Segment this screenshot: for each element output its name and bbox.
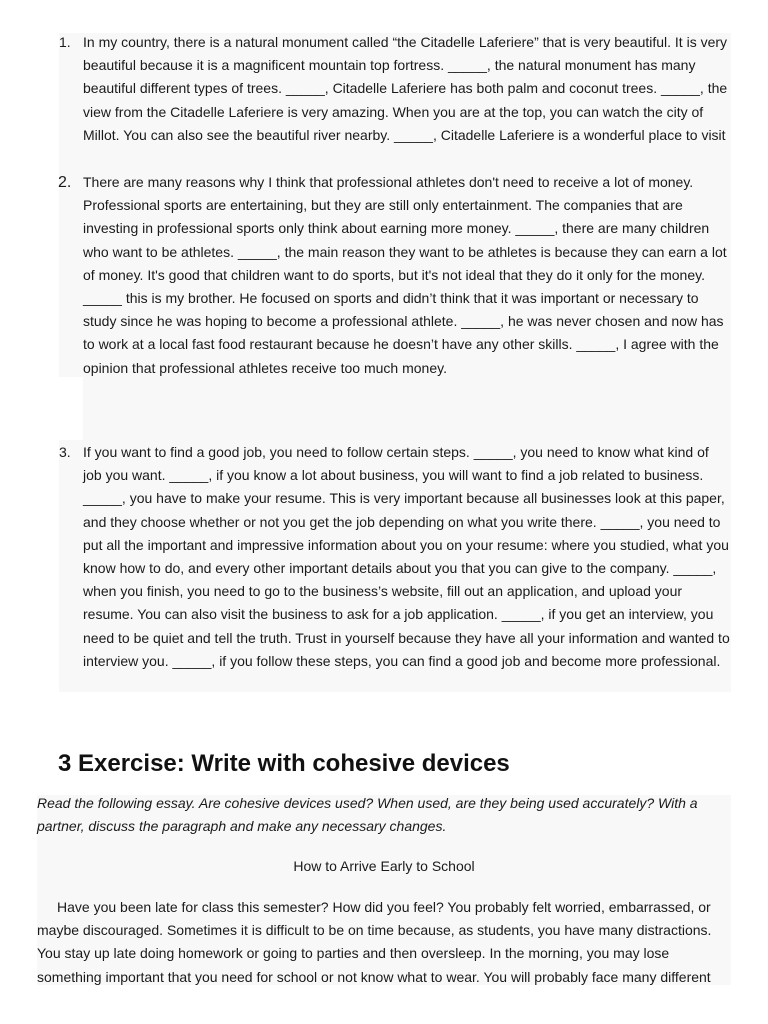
item-number: 3. — [59, 444, 71, 460]
section-heading: 3 Exercise: Write with cohesive devices — [58, 750, 510, 777]
exercise-instructions: Read the following essay. Are cohesive devices used? When used, are they being used accurately? With a partner, discuss the paragraph and make any necessary changes. — [37, 795, 698, 835]
essay-paragraph: Have you been late for class this semester? How did you feel? You probably felt worried, embarrassed, or maybe discouraged. Sometimes it is difficult to be on time because, as students, you have many distractions. You stay up late doing homework or going to parties and then oversleep. In the morning, you may lose something important that you need for school or not know what to wear. You will probably face many different — [37, 899, 712, 985]
item-text: In my country, there is a natural monument called “the Citadelle Laferiere” that is very beautiful. It is very beautiful because it is a magnificent mountain top fortress. _____, the natural monument has many beautiful different types of trees. _____, Citadelle Laferiere has both palm and coconut trees. _____, the view from the Citadelle Laferiere is very amazing. When you are at the top, you can watch the city of Millot. You can also see the beautiful river nearby. _____, Citadelle Laferiere is a wonderful place to visit — [83, 34, 728, 143]
item-number: 2. — [58, 174, 72, 191]
essay-title: How to Arrive Early to School — [293, 858, 475, 874]
item-number: 1. — [59, 34, 71, 50]
item-2-gap-shade — [83, 377, 731, 440]
item-text: There are many reasons why I think that professional athletes don't need to receive a lot of money. Professional sports are entertaining, but they are still only entertainment. The companies that are investing in professional sports only think about earning more money. _____, there are many children who want to be athletes. _____, the main reason they want to be athletes is because they can earn a lot of money. It's good that children want to do sports, but it's not ideal that they do it only for the money. _____ this is my brother. He focused on sports and didn’t think that it was important or necessary to study since he was hoping to become a professional athlete. _____, he was never chosen and now has to work at a local fast food restaurant because he doesn’t have any other skills. _____, I agree with the opinion that professional athletes receive too much money. — [83, 174, 727, 376]
item-text: If you want to find a good job, you need to follow certain steps. _____, you need to know what kind of job you want. _____, if you know a lot about business, you will want to find a job related to business. _____, you have to make your resume. This is very important because all businesses look at this paper, and they choose whether or not you get the job depending on what you write there. _____, you need to put all the important and impressive information about you on your resume: where you studied, what you know how to do, and every other important details about you that you can give to the company. _____, when you finish, you need to go to the business’s website, fill out an application, and upload your resume. You can also visit the business to ask for a job application. _____, if you get an interview, you need to be quiet and tell the truth. Trust in yourself because they have all your information and wanted to interview you. _____, if you follow these steps, you can find a good job and become more professional. — [83, 444, 730, 669]
